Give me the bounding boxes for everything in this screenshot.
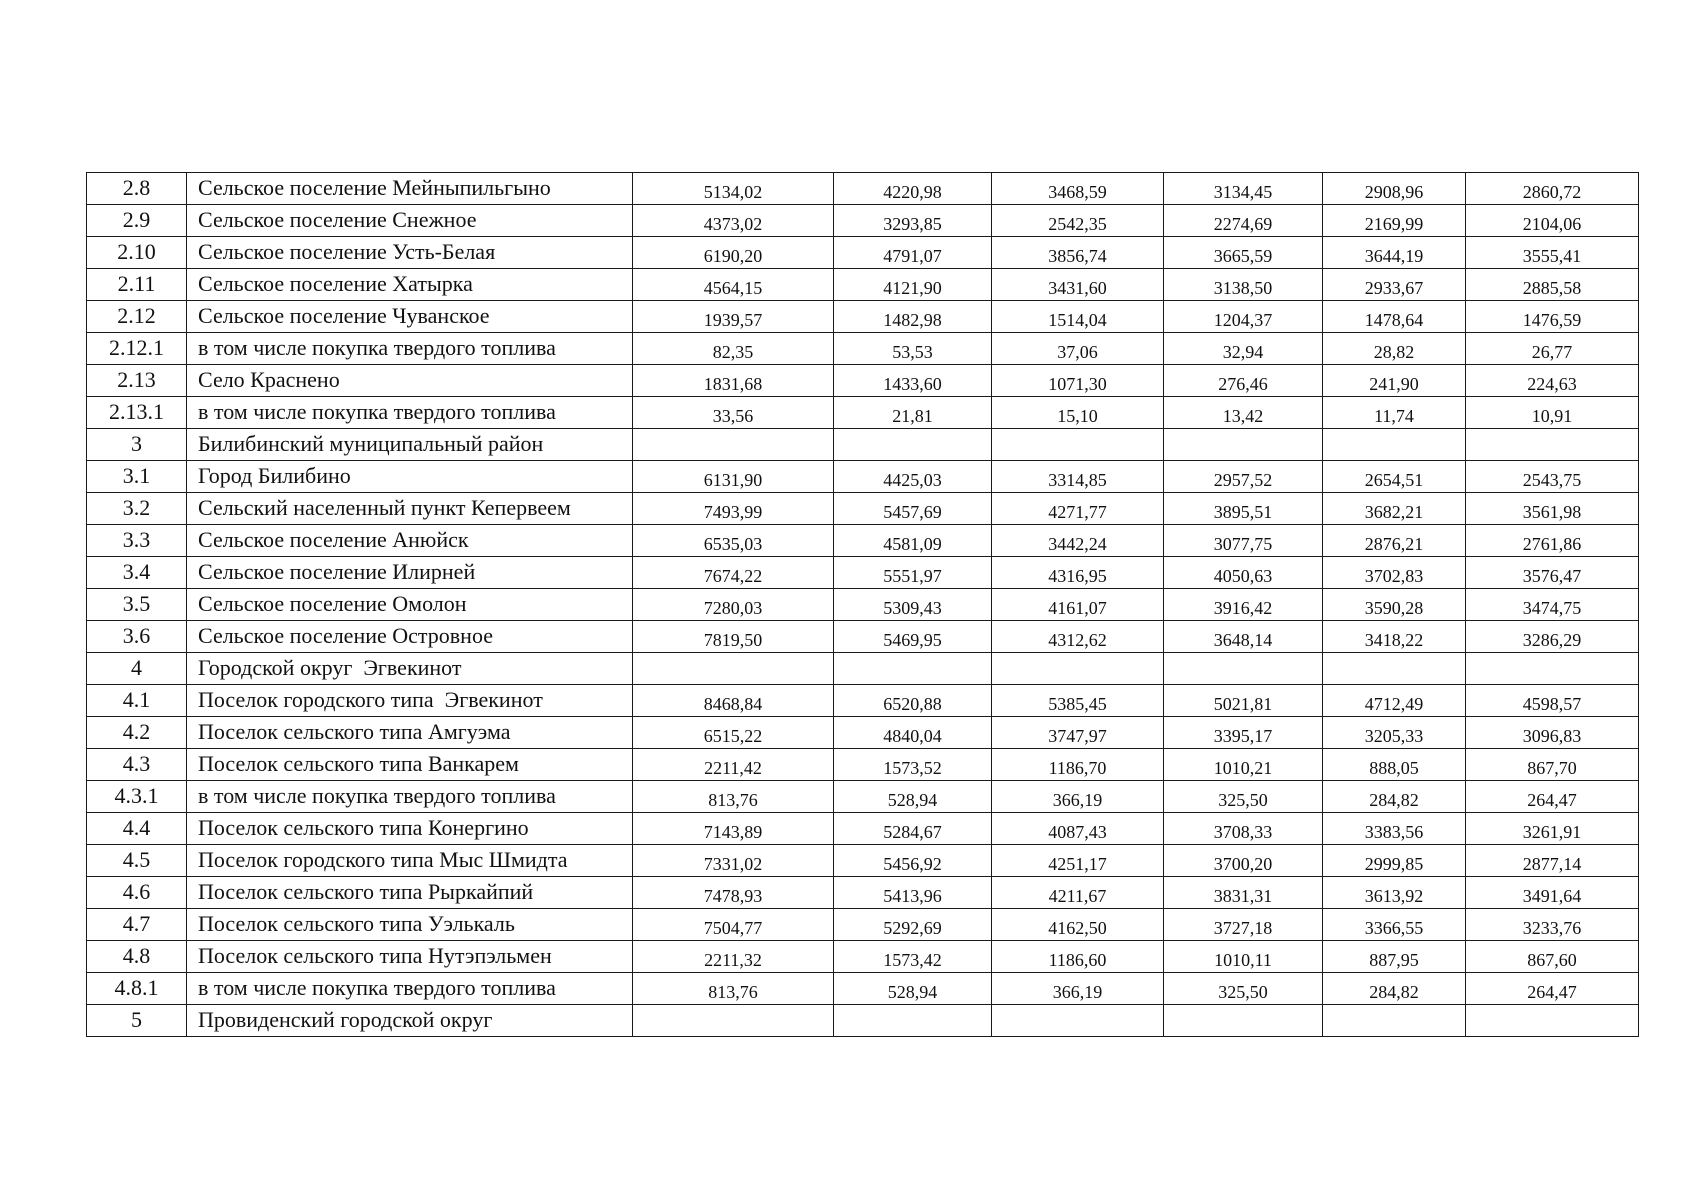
value-cell-5 <box>1323 1005 1466 1037</box>
value-cell-4: 3831,31 <box>1164 877 1323 909</box>
value-cell-1: 7819,50 <box>633 621 834 653</box>
settlement-name-cell: Поселок сельского типа Нутэпэльмен <box>187 941 633 973</box>
value-cell-1: 813,76 <box>633 781 834 813</box>
settlement-name-cell: Провиденский городской округ <box>187 1005 633 1037</box>
value-cell-1: 6131,90 <box>633 461 834 493</box>
table-row <box>87 845 1639 877</box>
row-number-cell: 4.5 <box>87 845 187 877</box>
settlement-name-cell: Сельское поселение Усть-Белая <box>187 237 633 269</box>
value-cell-3: 4162,50 <box>992 909 1164 941</box>
value-cell-1: 7331,02 <box>633 845 834 877</box>
value-cell-2: 5456,92 <box>834 845 992 877</box>
value-cell-1: 5134,02 <box>633 173 834 205</box>
settlement-name-cell: Сельское поселение Илирней <box>187 557 633 589</box>
value-cell-4: 3138,50 <box>1164 269 1323 301</box>
value-cell-6 <box>1466 653 1639 685</box>
row-number-cell: 2.8 <box>87 173 187 205</box>
value-cell-5 <box>1323 429 1466 461</box>
value-cell-6: 2543,75 <box>1466 461 1639 493</box>
value-cell-6: 264,47 <box>1466 781 1639 813</box>
row-number-cell: 4 <box>87 653 187 685</box>
value-cell-4: 32,94 <box>1164 333 1323 365</box>
table-row <box>87 429 1639 461</box>
value-cell-5: 284,82 <box>1323 973 1466 1005</box>
table-row <box>87 781 1639 813</box>
value-cell-3 <box>992 1005 1164 1037</box>
value-cell-2: 5413,96 <box>834 877 992 909</box>
settlement-name-cell: Городской округ Эгвекинот <box>187 653 633 685</box>
settlement-name-cell: Поселок сельского типа Уэлькаль <box>187 909 633 941</box>
table-row <box>87 205 1639 237</box>
value-cell-6: 3261,91 <box>1466 813 1639 845</box>
value-cell-6: 3555,41 <box>1466 237 1639 269</box>
settlement-name-cell: Город Билибино <box>187 461 633 493</box>
settlement-name-cell: Поселок сельского типа Амгуэма <box>187 717 633 749</box>
value-cell-3 <box>992 429 1164 461</box>
value-cell-4: 5021,81 <box>1164 685 1323 717</box>
row-number-cell: 3.2 <box>87 493 187 525</box>
value-cell-2: 4840,04 <box>834 717 992 749</box>
row-number-cell: 3.4 <box>87 557 187 589</box>
value-cell-5: 1478,64 <box>1323 301 1466 333</box>
row-number-cell: 2.12.1 <box>87 333 187 365</box>
value-cell-1: 1831,68 <box>633 365 834 397</box>
value-cell-4: 325,50 <box>1164 781 1323 813</box>
value-cell-5: 3702,83 <box>1323 557 1466 589</box>
value-cell-4: 1010,11 <box>1164 941 1323 973</box>
value-cell-2: 528,94 <box>834 781 992 813</box>
value-cell-5: 3613,92 <box>1323 877 1466 909</box>
value-cell-1: 2211,32 <box>633 941 834 973</box>
value-cell-3 <box>992 653 1164 685</box>
table-row <box>87 269 1639 301</box>
value-cell-5: 4712,49 <box>1323 685 1466 717</box>
row-number-cell: 3.3 <box>87 525 187 557</box>
table-row <box>87 749 1639 781</box>
value-cell-2 <box>834 1005 992 1037</box>
value-cell-2: 5309,43 <box>834 589 992 621</box>
value-cell-6: 4598,57 <box>1466 685 1639 717</box>
value-cell-4: 3134,45 <box>1164 173 1323 205</box>
value-cell-3: 3468,59 <box>992 173 1164 205</box>
value-cell-4: 3395,17 <box>1164 717 1323 749</box>
value-cell-6: 3561,98 <box>1466 493 1639 525</box>
value-cell-2: 4425,03 <box>834 461 992 493</box>
table-row <box>87 1005 1639 1037</box>
value-cell-5: 2876,21 <box>1323 525 1466 557</box>
value-cell-6: 3233,76 <box>1466 909 1639 941</box>
settlement-name-cell: Сельское поселение Мейныпильгыно <box>187 173 633 205</box>
table-row <box>87 941 1639 973</box>
row-number-cell: 2.13.1 <box>87 397 187 429</box>
value-cell-2: 21,81 <box>834 397 992 429</box>
value-cell-1: 7493,99 <box>633 493 834 525</box>
value-cell-5: 3366,55 <box>1323 909 1466 941</box>
value-cell-3: 37,06 <box>992 333 1164 365</box>
value-cell-2 <box>834 653 992 685</box>
value-cell-1 <box>633 653 834 685</box>
value-cell-6: 2104,06 <box>1466 205 1639 237</box>
value-cell-1: 7280,03 <box>633 589 834 621</box>
value-cell-5: 3682,21 <box>1323 493 1466 525</box>
value-cell-3: 4316,95 <box>992 557 1164 589</box>
value-cell-5: 3644,19 <box>1323 237 1466 269</box>
value-cell-2: 4121,90 <box>834 269 992 301</box>
settlement-name-cell: Поселок городского типа Мыс Шмидта <box>187 845 633 877</box>
tariff-table <box>86 172 1639 1037</box>
value-cell-3: 15,10 <box>992 397 1164 429</box>
value-cell-6: 224,63 <box>1466 365 1639 397</box>
table-row <box>87 525 1639 557</box>
value-cell-4: 3895,51 <box>1164 493 1323 525</box>
settlement-name-cell: Село Краснено <box>187 365 633 397</box>
value-cell-5: 3590,28 <box>1323 589 1466 621</box>
value-cell-4: 13,42 <box>1164 397 1323 429</box>
value-cell-2: 5551,97 <box>834 557 992 589</box>
value-cell-3: 3856,74 <box>992 237 1164 269</box>
value-cell-3: 366,19 <box>992 781 1164 813</box>
value-cell-1: 1939,57 <box>633 301 834 333</box>
value-cell-3: 1186,60 <box>992 941 1164 973</box>
value-cell-2: 5469,95 <box>834 621 992 653</box>
value-cell-5: 2908,96 <box>1323 173 1466 205</box>
value-cell-5: 2654,51 <box>1323 461 1466 493</box>
table-row <box>87 173 1639 205</box>
settlement-name-cell: Поселок сельского типа Ванкарем <box>187 749 633 781</box>
value-cell-6: 867,70 <box>1466 749 1639 781</box>
table-row <box>87 333 1639 365</box>
value-cell-3: 366,19 <box>992 973 1164 1005</box>
row-number-cell: 4.3.1 <box>87 781 187 813</box>
value-cell-6 <box>1466 429 1639 461</box>
value-cell-1: 2211,42 <box>633 749 834 781</box>
row-number-cell: 2.13 <box>87 365 187 397</box>
value-cell-4: 3727,18 <box>1164 909 1323 941</box>
value-cell-6: 3286,29 <box>1466 621 1639 653</box>
table-row <box>87 813 1639 845</box>
row-number-cell: 3.6 <box>87 621 187 653</box>
value-cell-2: 1573,42 <box>834 941 992 973</box>
value-cell-4: 3648,14 <box>1164 621 1323 653</box>
row-number-cell: 4.8 <box>87 941 187 973</box>
settlement-name-cell: в том числе покупка твердого топлива <box>187 973 633 1005</box>
value-cell-4: 3700,20 <box>1164 845 1323 877</box>
value-cell-4: 2957,52 <box>1164 461 1323 493</box>
value-cell-5: 2999,85 <box>1323 845 1466 877</box>
value-cell-3: 1186,70 <box>992 749 1164 781</box>
settlement-name-cell: в том числе покупка твердого топлива <box>187 781 633 813</box>
value-cell-1: 4564,15 <box>633 269 834 301</box>
value-cell-3: 4271,77 <box>992 493 1164 525</box>
value-cell-5: 3383,56 <box>1323 813 1466 845</box>
value-cell-6: 3096,83 <box>1466 717 1639 749</box>
settlement-name-cell: Сельское поселение Хатырка <box>187 269 633 301</box>
value-cell-1: 6515,22 <box>633 717 834 749</box>
value-cell-1 <box>633 1005 834 1037</box>
row-number-cell: 2.11 <box>87 269 187 301</box>
value-cell-6: 3491,64 <box>1466 877 1639 909</box>
value-cell-6 <box>1466 1005 1639 1037</box>
value-cell-4: 3665,59 <box>1164 237 1323 269</box>
table-row <box>87 557 1639 589</box>
value-cell-3: 4161,07 <box>992 589 1164 621</box>
value-cell-1: 7674,22 <box>633 557 834 589</box>
value-cell-6: 10,91 <box>1466 397 1639 429</box>
value-cell-5: 888,05 <box>1323 749 1466 781</box>
table-row <box>87 685 1639 717</box>
value-cell-2: 4791,07 <box>834 237 992 269</box>
row-number-cell: 4.7 <box>87 909 187 941</box>
value-cell-1: 6535,03 <box>633 525 834 557</box>
value-cell-1: 7478,93 <box>633 877 834 909</box>
value-cell-1: 813,76 <box>633 973 834 1005</box>
value-cell-2: 1573,52 <box>834 749 992 781</box>
value-cell-1 <box>633 429 834 461</box>
table-row <box>87 621 1639 653</box>
value-cell-2: 6520,88 <box>834 685 992 717</box>
value-cell-4: 3708,33 <box>1164 813 1323 845</box>
value-cell-1: 7143,89 <box>633 813 834 845</box>
settlement-name-cell: Сельское поселение Снежное <box>187 205 633 237</box>
table-row <box>87 461 1639 493</box>
value-cell-6: 2761,86 <box>1466 525 1639 557</box>
settlement-name-cell: в том числе покупка твердого топлива <box>187 397 633 429</box>
value-cell-3: 3747,97 <box>992 717 1164 749</box>
value-cell-5: 241,90 <box>1323 365 1466 397</box>
table-row <box>87 589 1639 621</box>
table-row <box>87 365 1639 397</box>
settlement-name-cell: Поселок сельского типа Конергино <box>187 813 633 845</box>
settlement-name-cell: Сельский населенный пункт Кепервеем <box>187 493 633 525</box>
table-row <box>87 397 1639 429</box>
table-row <box>87 909 1639 941</box>
settlement-name-cell: Сельское поселение Островное <box>187 621 633 653</box>
value-cell-6: 2885,58 <box>1466 269 1639 301</box>
value-cell-2: 5457,69 <box>834 493 992 525</box>
table-row <box>87 237 1639 269</box>
settlement-name-cell: Сельское поселение Омолон <box>187 589 633 621</box>
row-number-cell: 2.9 <box>87 205 187 237</box>
value-cell-5: 2933,67 <box>1323 269 1466 301</box>
value-cell-2: 4581,09 <box>834 525 992 557</box>
value-cell-2: 5284,67 <box>834 813 992 845</box>
value-cell-3: 2542,35 <box>992 205 1164 237</box>
value-cell-4: 1010,21 <box>1164 749 1323 781</box>
value-cell-3: 4251,17 <box>992 845 1164 877</box>
value-cell-6: 3576,47 <box>1466 557 1639 589</box>
value-cell-3: 5385,45 <box>992 685 1164 717</box>
settlement-name-cell: Поселок сельского типа Рыркайпий <box>187 877 633 909</box>
row-number-cell: 5 <box>87 1005 187 1037</box>
value-cell-3: 3431,60 <box>992 269 1164 301</box>
row-number-cell: 3.5 <box>87 589 187 621</box>
value-cell-4 <box>1164 653 1323 685</box>
value-cell-5: 3418,22 <box>1323 621 1466 653</box>
value-cell-1: 4373,02 <box>633 205 834 237</box>
value-cell-5 <box>1323 653 1466 685</box>
value-cell-6: 2877,14 <box>1466 845 1639 877</box>
row-number-cell: 4.3 <box>87 749 187 781</box>
settlement-name-cell: Сельское поселение Чуванское <box>187 301 633 333</box>
table-row <box>87 301 1639 333</box>
value-cell-1: 7504,77 <box>633 909 834 941</box>
row-number-cell: 4.6 <box>87 877 187 909</box>
value-cell-5: 28,82 <box>1323 333 1466 365</box>
value-cell-5: 2169,99 <box>1323 205 1466 237</box>
value-cell-6: 867,60 <box>1466 941 1639 973</box>
value-cell-2: 53,53 <box>834 333 992 365</box>
value-cell-4: 4050,63 <box>1164 557 1323 589</box>
table-row <box>87 493 1639 525</box>
value-cell-5: 3205,33 <box>1323 717 1466 749</box>
value-cell-1: 6190,20 <box>633 237 834 269</box>
value-cell-5: 887,95 <box>1323 941 1466 973</box>
settlement-name-cell: Билибинский муниципальный район <box>187 429 633 461</box>
value-cell-3: 3314,85 <box>992 461 1164 493</box>
value-cell-2: 1433,60 <box>834 365 992 397</box>
settlement-name-cell: в том числе покупка твердого топлива <box>187 333 633 365</box>
table-row <box>87 717 1639 749</box>
value-cell-3: 1514,04 <box>992 301 1164 333</box>
value-cell-5: 11,74 <box>1323 397 1466 429</box>
table-row <box>87 973 1639 1005</box>
table-body <box>87 173 1639 1037</box>
row-number-cell: 4.4 <box>87 813 187 845</box>
row-number-cell: 3 <box>87 429 187 461</box>
value-cell-4: 1204,37 <box>1164 301 1323 333</box>
row-number-cell: 2.12 <box>87 301 187 333</box>
value-cell-5: 284,82 <box>1323 781 1466 813</box>
table-row <box>87 877 1639 909</box>
value-cell-4: 276,46 <box>1164 365 1323 397</box>
value-cell-3: 1071,30 <box>992 365 1164 397</box>
settlement-name-cell: Сельское поселение Анюйск <box>187 525 633 557</box>
row-number-cell: 3.1 <box>87 461 187 493</box>
value-cell-1: 82,35 <box>633 333 834 365</box>
table-row <box>87 653 1639 685</box>
value-cell-4 <box>1164 1005 1323 1037</box>
value-cell-3: 3442,24 <box>992 525 1164 557</box>
value-cell-2: 1482,98 <box>834 301 992 333</box>
value-cell-2: 4220,98 <box>834 173 992 205</box>
value-cell-3: 4211,67 <box>992 877 1164 909</box>
settlement-name-cell: Поселок городского типа Эгвекинот <box>187 685 633 717</box>
value-cell-3: 4312,62 <box>992 621 1164 653</box>
value-cell-4: 325,50 <box>1164 973 1323 1005</box>
row-number-cell: 4.8.1 <box>87 973 187 1005</box>
value-cell-2: 3293,85 <box>834 205 992 237</box>
value-cell-6: 1476,59 <box>1466 301 1639 333</box>
value-cell-6: 3474,75 <box>1466 589 1639 621</box>
value-cell-4: 3077,75 <box>1164 525 1323 557</box>
value-cell-2: 528,94 <box>834 973 992 1005</box>
value-cell-1: 33,56 <box>633 397 834 429</box>
value-cell-6: 26,77 <box>1466 333 1639 365</box>
value-cell-2: 5292,69 <box>834 909 992 941</box>
value-cell-2 <box>834 429 992 461</box>
row-number-cell: 4.2 <box>87 717 187 749</box>
value-cell-4 <box>1164 429 1323 461</box>
value-cell-4: 2274,69 <box>1164 205 1323 237</box>
value-cell-1: 8468,84 <box>633 685 834 717</box>
value-cell-3: 4087,43 <box>992 813 1164 845</box>
row-number-cell: 4.1 <box>87 685 187 717</box>
value-cell-4: 3916,42 <box>1164 589 1323 621</box>
row-number-cell: 2.10 <box>87 237 187 269</box>
value-cell-6: 2860,72 <box>1466 173 1639 205</box>
value-cell-6: 264,47 <box>1466 973 1639 1005</box>
